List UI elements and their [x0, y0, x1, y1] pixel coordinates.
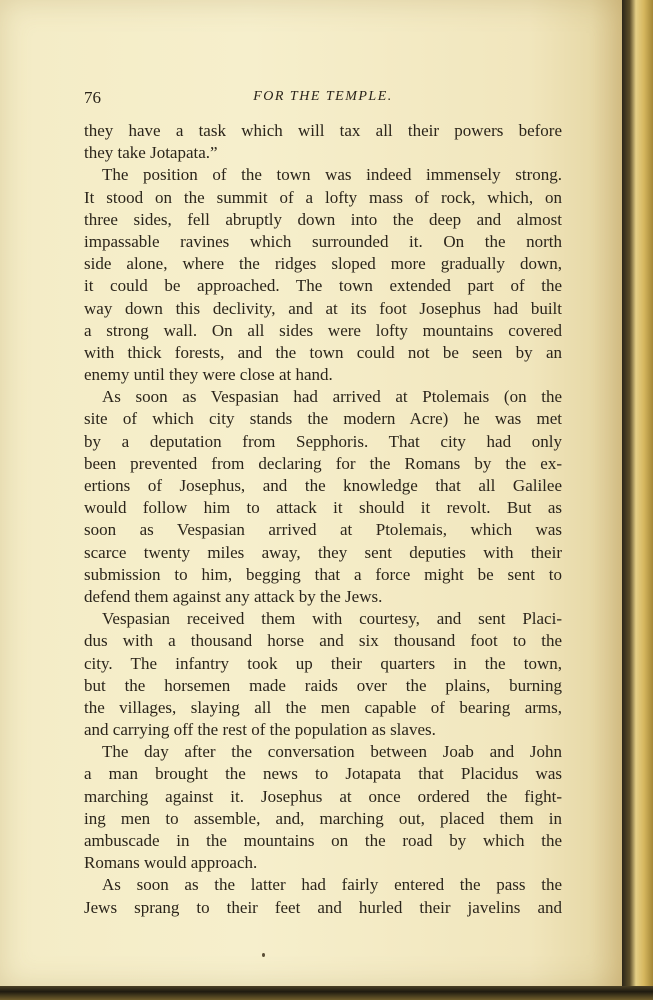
text-line: they have a task which will tax all their powers before — [84, 121, 562, 140]
text-line: The day after the conversation between Joab and John — [102, 742, 562, 762]
text-line: The position of the town was indeed immensely strong. — [102, 165, 562, 185]
page-number: 76 — [84, 88, 101, 107]
text-line: would follow him to attack it should it revolt. But as — [84, 498, 562, 518]
text-line: but the horsemen made raids over the plains, burning — [84, 675, 562, 695]
text-line: with thick forests, and the town could not be seen by an — [84, 342, 562, 362]
text-line: defend them against any attack by the Jews. — [84, 586, 383, 606]
running-title: FOR THE TEMPLE. — [253, 89, 393, 104]
text-line: site of which city stands the modern Acre) he was met — [84, 409, 562, 429]
text-line: they take Jotapata.” — [84, 143, 218, 163]
text-line: submission to him, begging that a force might be sent to — [84, 564, 562, 584]
text-line: soon as Vespasian arrived at Ptolemais, which was — [84, 520, 562, 540]
page-header — [84, 88, 562, 110]
text-line: enemy until they were close at hand. — [84, 365, 333, 385]
text-line: Romans would approach. — [84, 853, 258, 873]
text-line: by a deputation from Sepphoris. That city had only — [84, 431, 562, 451]
text-line: ambuscade in the mountains on the road by which the — [84, 831, 562, 850]
text-line: Jews sprang to their feet and hurled their javelins and — [84, 897, 562, 917]
book-page-edge — [622, 0, 653, 1000]
text-line: been prevented from declaring for the Romans by the ex- — [84, 453, 562, 473]
book-bottom-edge — [0, 986, 653, 1000]
text-line: the villages, slaying all the men capable of bearing arms, — [84, 697, 562, 717]
text-line: impassable ravines which surrounded it. On the north — [84, 231, 562, 251]
text-line: ertions of Josephus, and the knowledge that all Galilee — [84, 476, 562, 495]
text-line: scarce twenty miles away, they sent deputies with their — [84, 542, 562, 562]
text-line: it could be approached. The town extended part of the — [84, 276, 562, 296]
text-line: marching against it. Josephus at once ordered the fight- — [84, 786, 562, 806]
body-text — [84, 120, 562, 919]
text-line: Vespasian received them with courtesy, and sent Placi- — [102, 609, 562, 629]
text-line: city. The infantry took up their quarters in the town, — [84, 653, 562, 673]
text-line: a strong wall. On all sides were lofty mountains covered — [84, 320, 562, 340]
text-line: three sides, fell abruptly down into the deep and almost — [84, 209, 562, 229]
text-line: way down this declivity, and at its foot Josephus had built — [84, 298, 562, 318]
text-line: and carrying off the rest of the population as slaves. — [84, 720, 436, 740]
ink-speck — [262, 953, 265, 957]
text-line: As soon as the latter had fairly entered the pass the — [102, 875, 562, 895]
text-line: As soon as Vespasian had arrived at Ptolemais (on the — [102, 387, 562, 407]
text-line: side alone, where the ridges sloped more gradually down, — [84, 254, 562, 274]
text-line: ing men to assemble, and, marching out, placed them in — [84, 808, 562, 828]
text-line: a man brought the news to Jotapata that Placidus was — [84, 764, 562, 784]
text-line: It stood on the summit of a lofty mass of rock, which, on — [84, 187, 562, 207]
text-line: dus with a thousand horse and six thousand foot to the — [84, 631, 562, 651]
